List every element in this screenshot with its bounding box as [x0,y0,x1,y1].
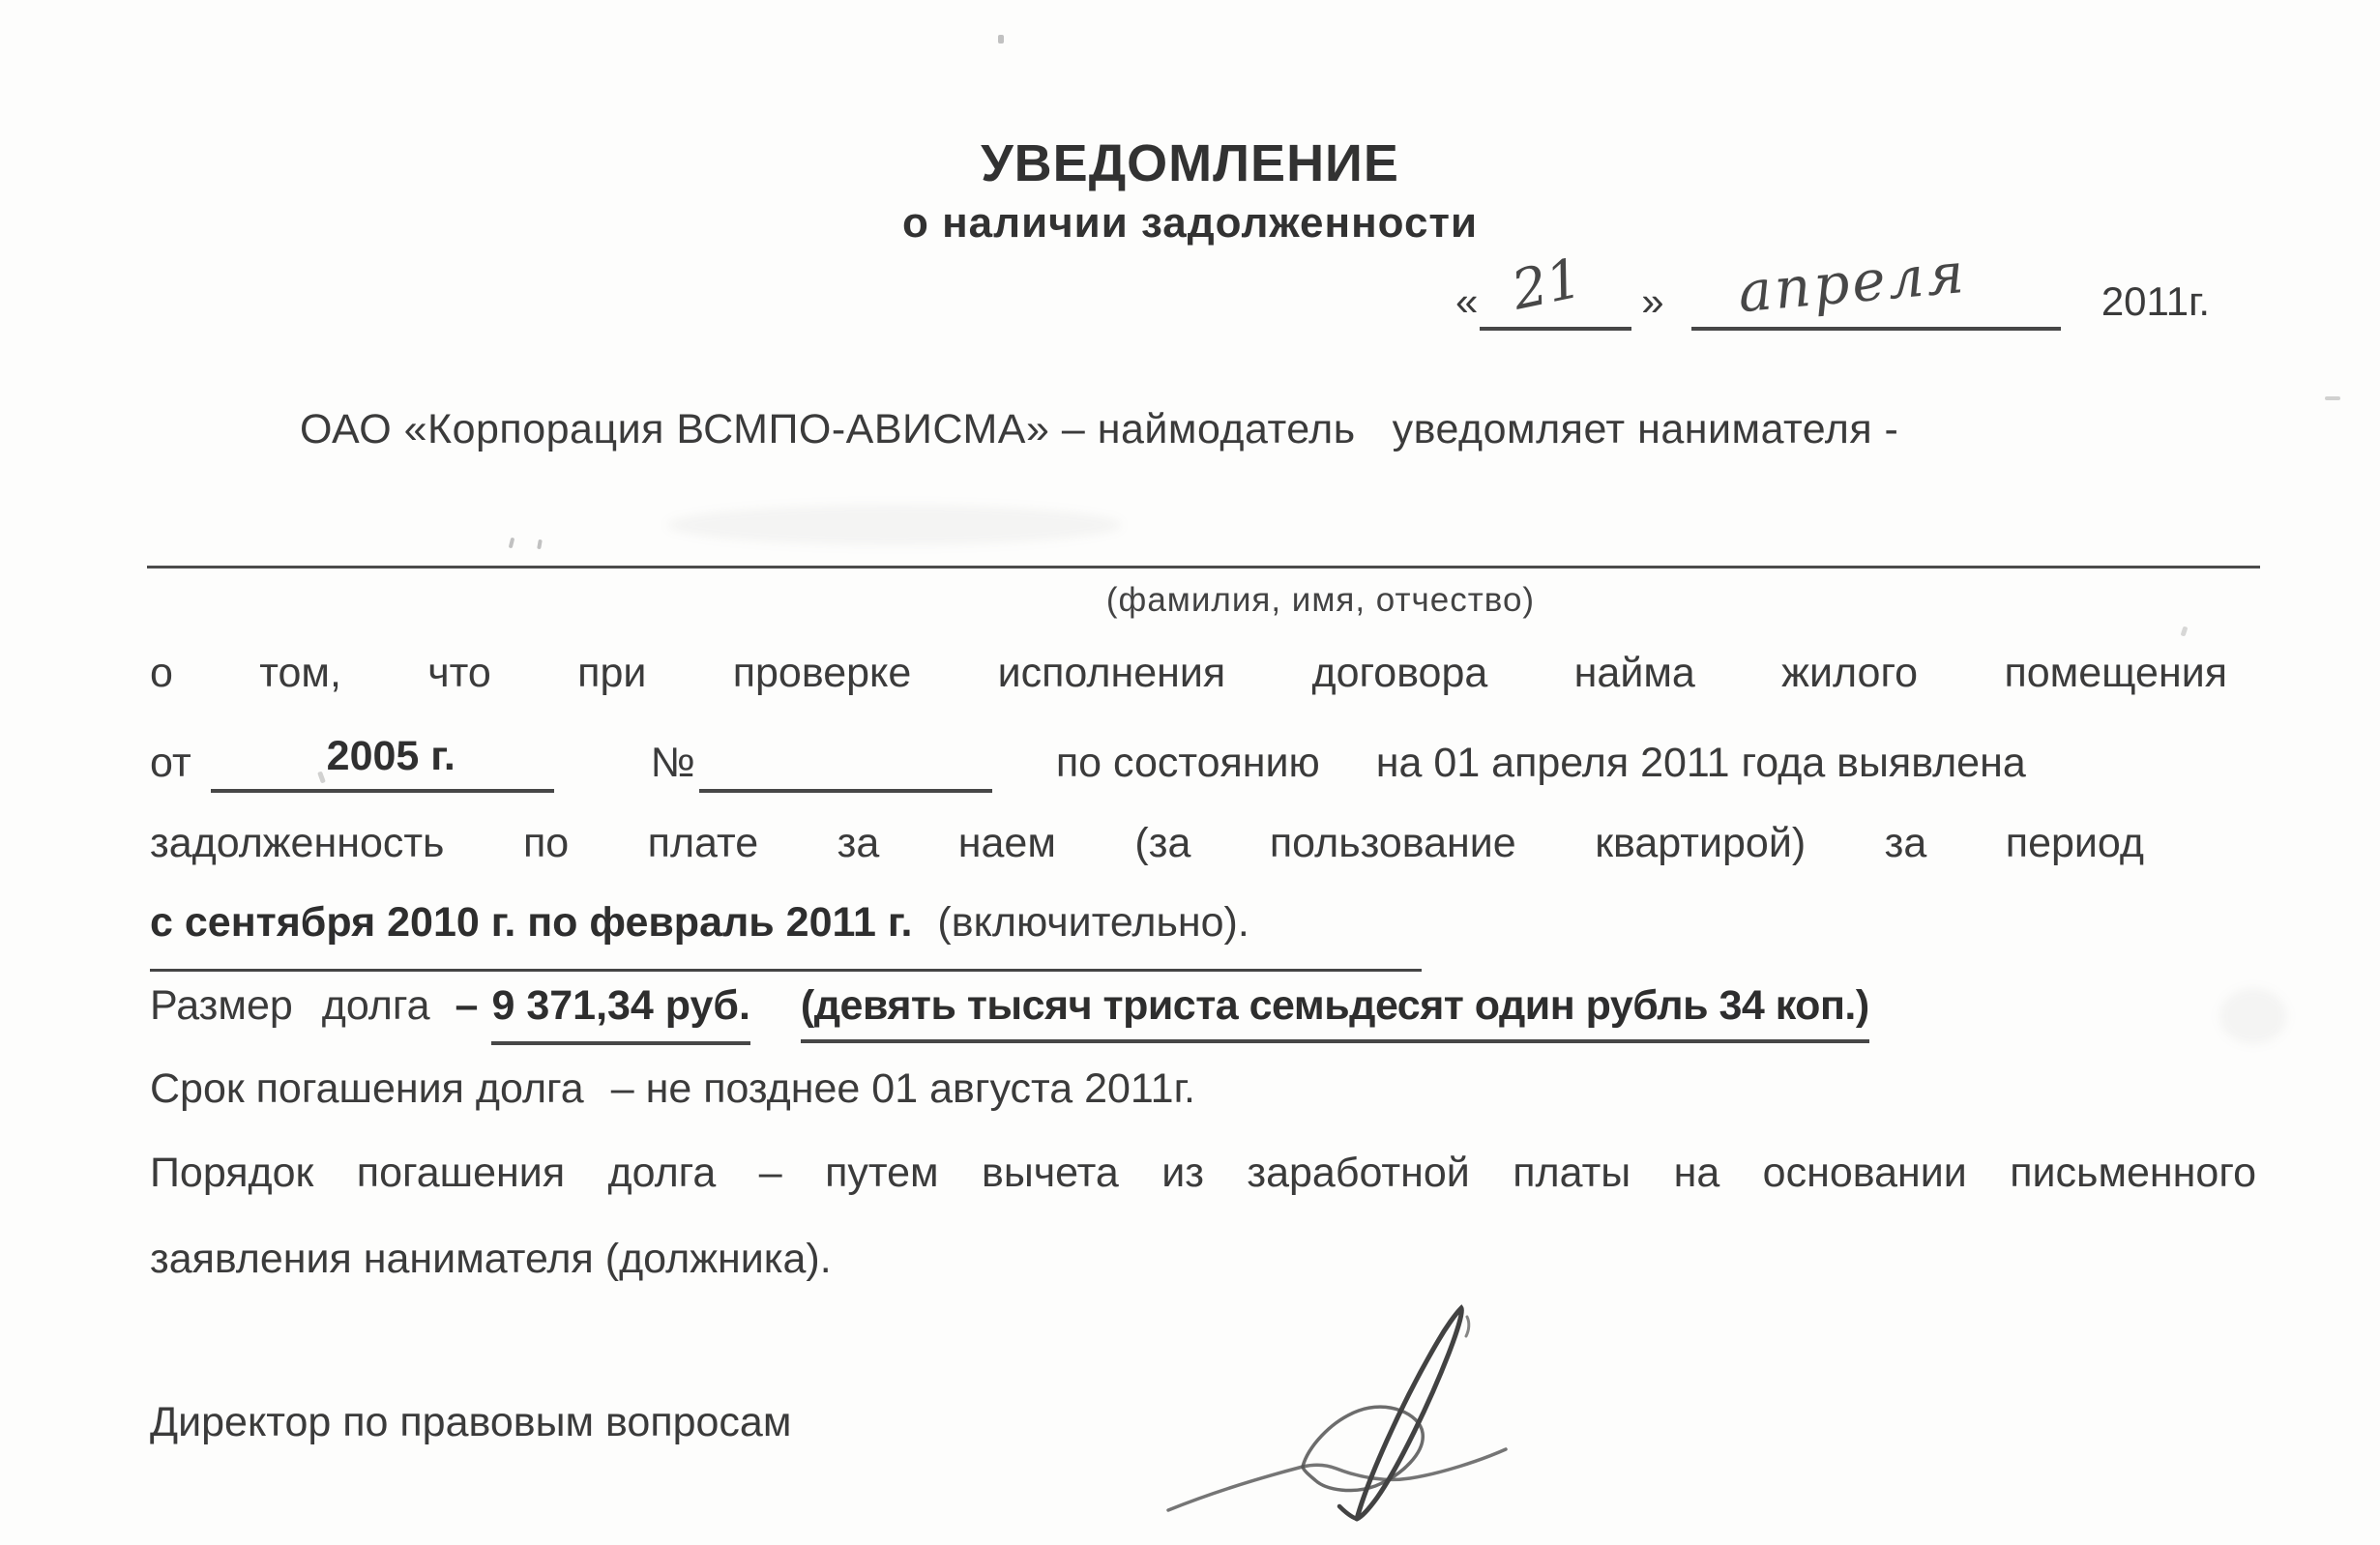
scan-speck [509,538,515,549]
signature-icon [1161,1286,1741,1545]
scan-speck [2325,396,2340,400]
body-line-debt: задолженность по плате за наем (за пользование квартирой) за период [150,820,2144,866]
open-quote: « [1455,278,1479,324]
handwritten-month: апреля [1735,239,1969,326]
amount-dash: – [455,982,479,1029]
body-line-period [150,899,1249,947]
scan-speck [998,35,1004,44]
name-field-caption: (фамилия, имя, отчество) [1105,581,1536,619]
contract-year-field: 2005 г. [211,733,554,793]
body-line-contract [150,733,2239,793]
scan-speck [2181,626,2189,636]
amount-label: Размер долга [150,982,430,1029]
scan-speck [537,539,543,550]
contract-as-of: по состоянию [1055,740,1320,786]
contract-number-blank-field [699,733,992,793]
deadline-value: – не позднее 01 августа 2011г. [610,1065,1195,1112]
body-line-method-1: Порядок погашения долга – путем вычета из заработной платы на основании письменного [150,1150,2256,1196]
body-line-deadline [150,1065,1195,1113]
body-line-method-2: заявления нанимателя (должника). [150,1236,832,1282]
body-line-amount [150,982,1869,1045]
period-bold: с сентября 2010 г. по февраль 2011 г. [150,899,913,946]
document-subtitle: о наличии задолженности [901,199,1479,247]
deadline-label: Срок погашения долга [150,1065,584,1112]
contract-from-label: от [150,740,191,786]
date-line [1455,239,2210,331]
period-underline [150,969,1422,972]
intro-continuation: уведомляет нанимателя - [1392,406,1899,452]
month-blank-field [1691,239,2061,331]
contract-result: на 01 апреля 2011 года выявлена [1375,740,2026,786]
amount-in-words: (девять тысяч триста семьдесят один рубль 34 коп.) [801,982,1869,1043]
amount-value: 9 371,34 руб. [491,982,749,1045]
intro-line [300,406,2234,453]
scan-smudge [2219,988,2287,1044]
handwritten-day: 21 [1507,247,1588,323]
document-title: УВЕДОМЛЕНИЕ [981,134,1399,192]
body-line-inspection: о том, что при проверке исполнения договора найма жилого помещения [150,650,2227,696]
tenant-name-blank-field [147,566,2260,568]
day-blank-field [1480,247,1631,331]
signer-title: Директор по правовым вопросам [150,1399,792,1445]
date-year: 2011г. [2101,278,2210,324]
erased-name-smudge [667,505,1122,545]
period-regular: (включительно). [937,899,1249,946]
close-quote: » [1641,278,1664,324]
landlord-name: ОАО «Корпорация ВСМПО-АВИСМА» – наймодатель [300,406,1356,452]
contract-number-sign: № [650,740,695,786]
